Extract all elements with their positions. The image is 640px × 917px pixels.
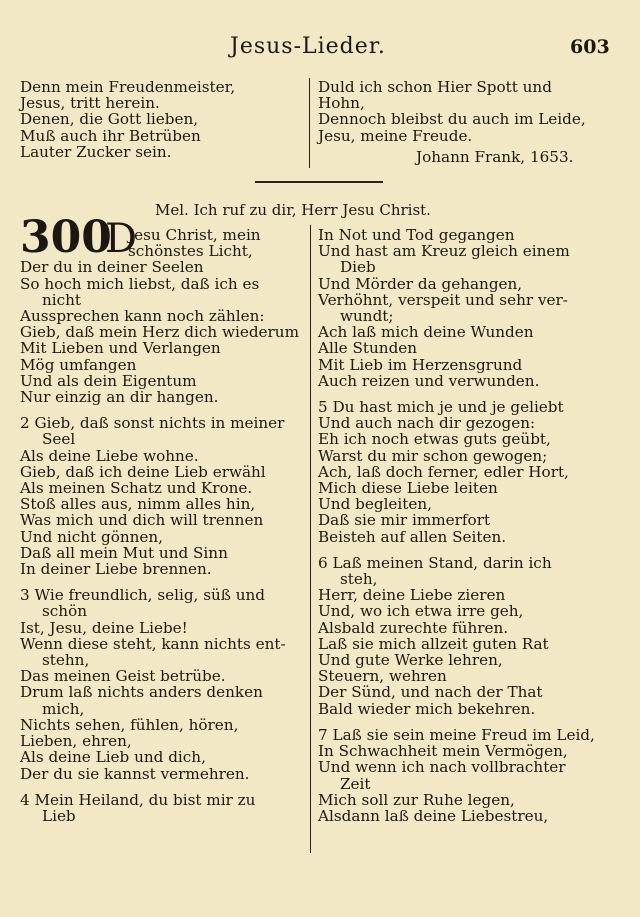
verse-line: wundt; <box>340 307 394 326</box>
verse-line: Hohn, <box>318 94 365 113</box>
verse-line: Gieb, daß ich deine Lieb erwähl <box>20 462 266 481</box>
verse-line: Laß sie mich allzeit guten Rat <box>318 634 549 653</box>
verse-line: mich, <box>42 699 85 718</box>
verse-line: 2 Gieb, daß sonst nichts in meiner <box>20 414 285 433</box>
verse-line: Steuern, wehren <box>318 667 447 686</box>
verse-line: Nur einzig an dir hangen. <box>20 388 219 407</box>
verse-line: Daß all mein Mut und Sinn <box>20 543 228 562</box>
verse-line: Und wenn ich nach vollbrachter <box>318 758 566 777</box>
verse-line: Denen, die Gott lieben, <box>20 110 199 129</box>
verse-line: Der du sie kannst vermehren. <box>20 764 250 783</box>
verse-line: Duld ich schon Hier Spott und <box>318 78 552 96</box>
verse-line: Und hast am Kreuz gleich einem <box>318 242 570 261</box>
verse-line: Wenn diese steht, kann nichts ent- <box>20 634 286 653</box>
verse-line: Alle Stunden <box>318 339 418 358</box>
previous-hymn-end-right <box>318 79 603 144</box>
verse-line: Drum laß nichts anders denken <box>20 683 263 702</box>
verse-line: Jesus, tritt herein. <box>20 94 160 113</box>
verse-line: So hoch mich liebst, daß ich es <box>20 274 260 293</box>
verse-line: Und Mörder da gehangen, <box>318 274 523 293</box>
hymn-left-column <box>20 227 306 824</box>
running-title: Jesus-Lieder. <box>230 34 386 59</box>
verse-line: 3 Wie freundlich, selig, süß und <box>20 586 266 605</box>
verse-line: Mich diese Liebe leiten <box>318 479 498 498</box>
verse-line: steh, <box>340 570 378 589</box>
verse-line: Gieb, daß mein Herz dich wiederum <box>20 323 299 342</box>
verse-line: Das meinen Geist betrübe. <box>20 667 226 686</box>
verse-line: Stoß alles aus, nimm alles hin, <box>20 495 256 514</box>
verse-line: Lieb <box>42 806 76 825</box>
verse-line: Mit Lieben und Verlangen <box>20 339 221 358</box>
hymn-right-column <box>318 227 604 824</box>
verse-line: Lauter Zucker sein. <box>20 142 172 161</box>
hymn-number: 300 <box>20 212 112 263</box>
verse-line: Ach laß mich deine Wunden <box>318 323 534 342</box>
page-number: 603 <box>570 36 610 58</box>
verse-line: 6 Laß meinen Stand, darin ich <box>318 553 552 572</box>
verse-line: In Schwachheit mein Vermögen, <box>318 742 568 761</box>
verse-line: Mich soll zur Ruhe legen, <box>318 790 515 809</box>
verse-line: In deiner Liebe brennen. <box>20 560 212 579</box>
verse-line: Mög umfangen <box>20 355 137 374</box>
verse-line: Der du in deiner Seelen <box>20 258 204 277</box>
verse-line: Ach, laß doch ferner, edler Hort, <box>318 462 569 481</box>
verse-line: Alsbald zurechte führen. <box>318 618 509 637</box>
verse-line: Daß sie mir immerfort <box>318 511 491 530</box>
hymn-column-divider <box>310 225 311 853</box>
verse-line: Jesu Christ, mein <box>128 226 261 244</box>
verse-line: Dennoch bleibst du auch im Leide, <box>318 110 586 129</box>
verse-line: Ist, Jesu, deine Liebe! <box>20 618 188 637</box>
verse-line: Und begleiten, <box>318 495 432 514</box>
verse-line: Nichts sehen, fühlen, hören, <box>20 715 239 734</box>
running-head <box>0 34 640 60</box>
verse-line: Mit Lieb im Herzensgrund <box>318 355 523 374</box>
verse-line: 4 Mein Heiland, du bist mir zu <box>20 790 256 809</box>
verse-line: Zeit <box>340 774 371 793</box>
verse-line: Und auch nach dir gezogen: <box>318 414 536 433</box>
verse-line: Als meinen Schatz und Krone. <box>20 479 253 498</box>
verse-line: Als deine Lieb und dich, <box>20 748 206 767</box>
verse-line: Dieb <box>340 258 376 277</box>
verse-line: stehn, <box>42 651 90 670</box>
verse-line: 5 Du hast mich je und je geliebt <box>318 398 564 417</box>
melody-line: Mel. Ich ruf zu dir, Herr Jesu Christ. <box>155 201 431 219</box>
verse-line: Seel <box>42 430 76 449</box>
verse-line: 7 Laß sie sein meine Freud im Leid, <box>318 725 595 744</box>
verse-line: Eh ich noch etwas guts geübt, <box>318 430 551 449</box>
verse-line: Was mich und dich will trennen <box>20 511 264 530</box>
verse-line: Und, wo ich etwa irre geh, <box>318 602 524 621</box>
verse-line: schönstes Licht, <box>128 242 253 261</box>
verse-line: Herr, deine Liebe zieren <box>318 586 506 605</box>
verse-line: Auch reizen und verwunden. <box>318 371 540 390</box>
verse-line: Und als dein Eigentum <box>20 371 197 390</box>
attribution <box>416 149 606 165</box>
verse-line: Warst du mir schon gewogen; <box>318 446 548 465</box>
verse-line: Denn mein Freudenmeister, <box>20 78 236 96</box>
verse-line: Lieben, ehren, <box>20 732 132 751</box>
verse-line: Alsdann laß deine Liebestreu, <box>318 806 549 825</box>
verse-line: In Not und Tod gegangen <box>318 226 515 244</box>
attribution-author: Johann Frank, <box>416 148 526 166</box>
verse-line: Und nicht gönnen, <box>20 527 164 546</box>
dropcap-letter: D <box>105 216 138 262</box>
section-rule <box>255 181 383 183</box>
verse-line: nicht <box>42 290 82 309</box>
verse-line: Beisteh auf allen Seiten. <box>318 527 507 546</box>
verse-line: Und gute Werke lehren, <box>318 651 503 670</box>
verse-line: Als deine Liebe wohne. <box>20 446 199 465</box>
verse-line: schön <box>42 602 88 621</box>
verse-line: Muß auch ihr Betrüben <box>20 126 201 145</box>
previous-hymn-end-left <box>20 79 302 160</box>
verse-line: Jesu, meine Freude. <box>318 126 473 145</box>
verse-line: Der Sünd, und nach der That <box>318 683 543 702</box>
verse-line: Bald wieder mich bekehren. <box>318 699 536 718</box>
attribution-year: 1653. <box>529 148 574 166</box>
verse-line: Verhöhnt, verspeit und sehr ver- <box>318 290 568 309</box>
top-column-divider <box>309 78 310 168</box>
verse-line: Aussprechen kann noch zählen: <box>20 307 265 326</box>
